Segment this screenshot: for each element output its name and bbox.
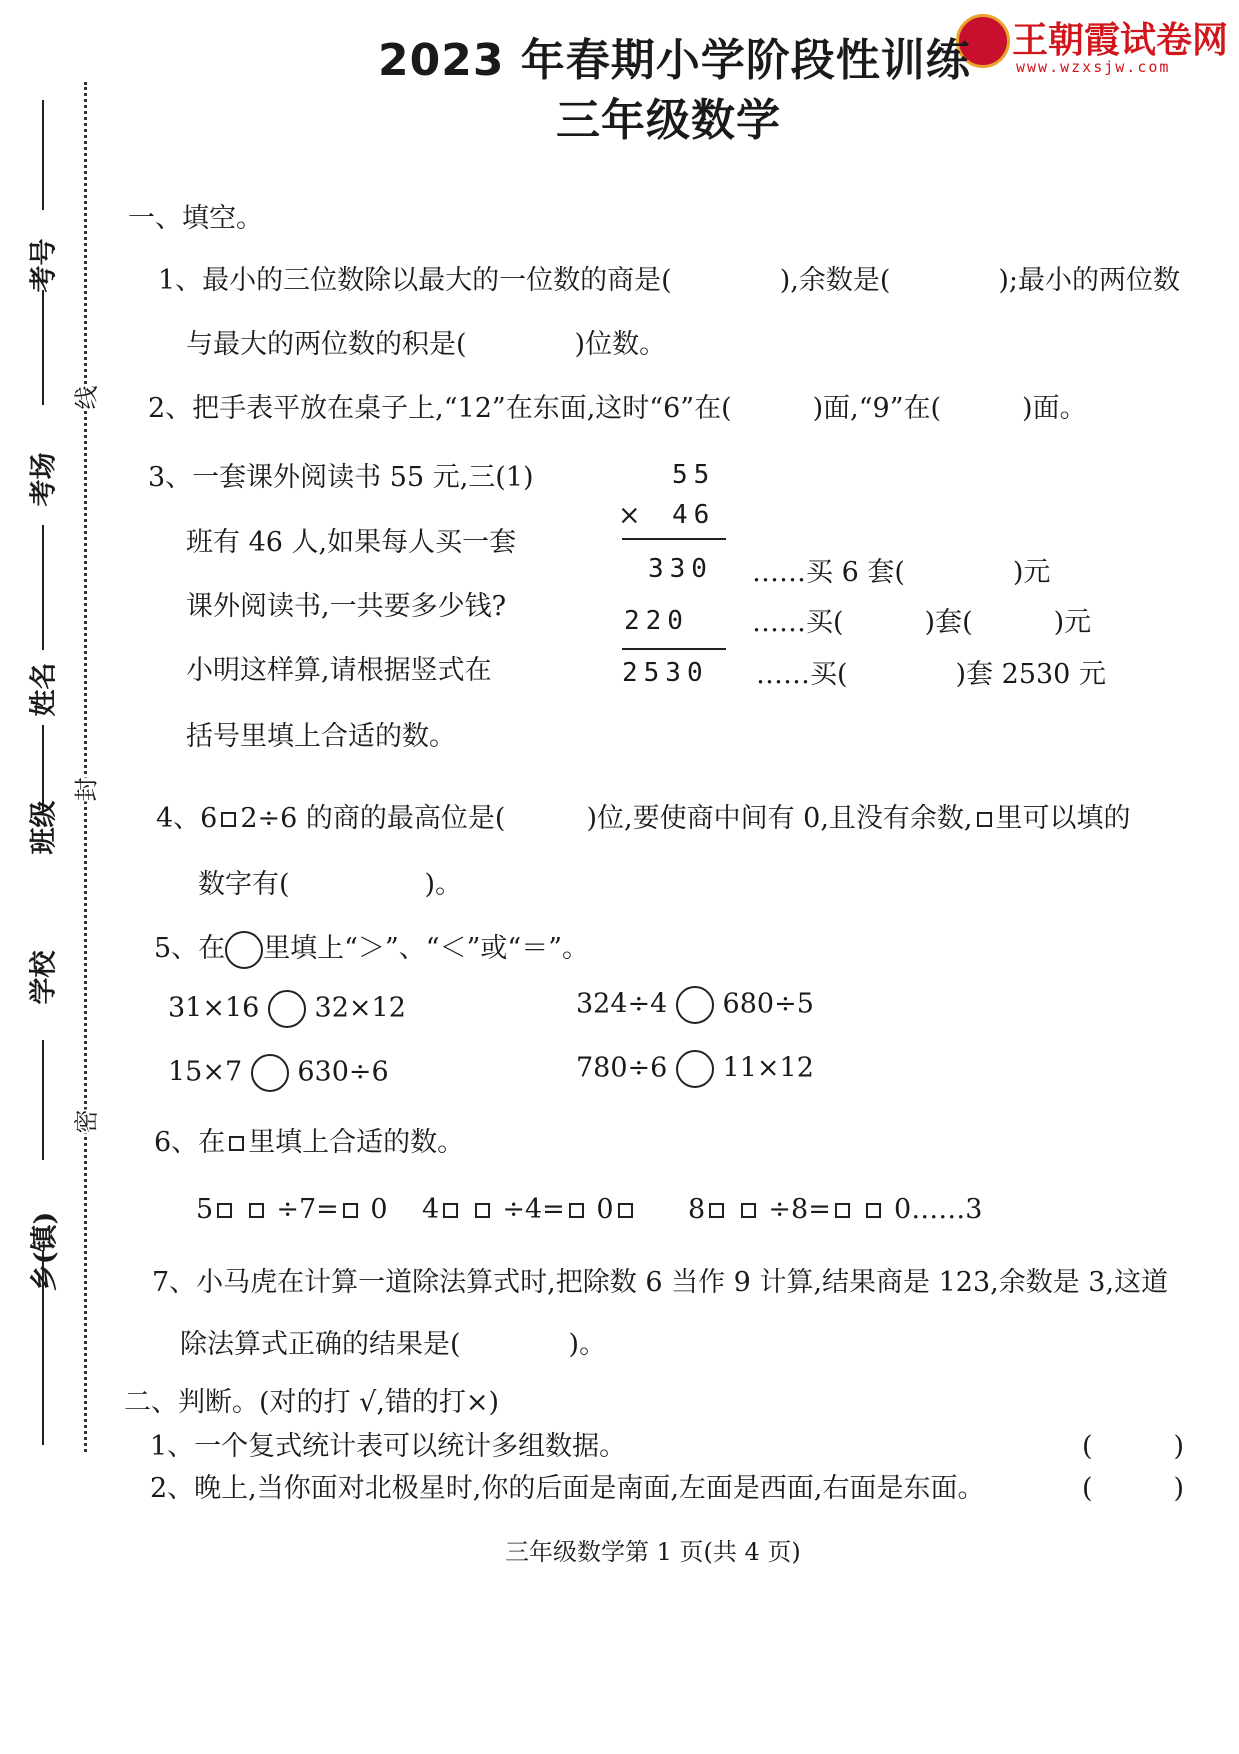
blank-box[interactable]	[618, 1203, 633, 1218]
blank-box[interactable]	[709, 1203, 724, 1218]
section1-heading: 一、填空。	[128, 203, 263, 234]
q4-line1: 4、6 2÷6 的商的最高位是( )位,要使商中间有 0,且没有余数, 里可以填的	[156, 803, 1131, 834]
answer-circle[interactable]	[251, 1054, 289, 1092]
margin-label-school: 学校	[28, 950, 60, 1005]
calc-multiplier: 46	[672, 500, 716, 530]
judge-item-1: 1、一个复式统计表可以统计多组数据。	[150, 1431, 627, 1462]
q5-item-2: 324÷4 680÷5	[576, 986, 814, 1024]
logo-url: www.wzxsjw.com	[1016, 58, 1171, 76]
answer-circle[interactable]	[676, 1050, 714, 1088]
page-subtitle: 三年级数学	[556, 95, 781, 146]
blank-box	[229, 1136, 244, 1151]
q3-line3: 课外阅读书,一共要多少钱?	[186, 591, 507, 622]
calc-line-2	[622, 648, 726, 650]
q3-line2: 班有 46 人,如果每人买一套	[186, 527, 517, 558]
q5-item-1: 31×16 32×12	[168, 990, 406, 1028]
blank-box[interactable]	[443, 1203, 458, 1218]
margin-label-exam-number: 考号	[28, 238, 60, 293]
fill-line-exam-number	[42, 100, 44, 210]
q5-item-3: 15×7 630÷6	[168, 1054, 389, 1092]
margin-label-name: 姓名	[28, 662, 60, 717]
blank-box[interactable]	[343, 1203, 358, 1218]
margin-label-exam-room: 考场	[28, 452, 60, 507]
logo-text: 王朝霞试卷网	[1012, 20, 1229, 61]
binding-dotted-line	[84, 82, 87, 1452]
fill-line-school	[42, 1040, 44, 1160]
blank-box[interactable]	[249, 1203, 264, 1218]
section2-heading: 二、判断。(对的打 √,错的打×)	[124, 1387, 500, 1418]
blank-box	[221, 812, 236, 827]
q3-line5: 括号里填上合适的数。	[186, 721, 456, 752]
q1-line1: 1、最小的三位数除以最大的一位数的商是( ),余数是( );最小的两位数	[158, 265, 1180, 296]
q7-line2: 除法算式正确的结果是( )。	[180, 1329, 607, 1360]
judge-bracket-1[interactable]: ( )	[1082, 1431, 1185, 1462]
q5-item-4: 780÷6 11×12	[576, 1050, 814, 1088]
q4-line2: 数字有( )。	[198, 869, 463, 900]
seal-char-line: 线	[67, 386, 102, 410]
calc-times-sign: ×	[618, 500, 641, 531]
compare-circle-icon	[225, 931, 263, 969]
seal-char-secret: 密	[67, 1110, 102, 1134]
fill-line-name	[42, 525, 44, 650]
calc-partial-2: 220	[624, 606, 689, 636]
q7-line1: 7、小马虎在计算一道除法算式时,把除数 6 当作 9 计算,结果商是 123,余数是 3,这道	[152, 1267, 1169, 1298]
calc-result: 2530	[622, 658, 709, 688]
calc-note-2: ……买( )套( )元	[752, 607, 1092, 638]
blank-box	[977, 812, 992, 827]
blank-box[interactable]	[475, 1203, 490, 1218]
q6-expressions: 5 ÷7= 0 4 ÷4= 0 8 ÷8= 0……3	[196, 1194, 983, 1225]
q2: 2、把手表平放在桌子上,“12”在东面,这时“6”在( )面,“9”在( )面。	[148, 393, 1087, 424]
judge-bracket-2[interactable]: ( )	[1082, 1473, 1185, 1504]
calc-note-3: ……买( )套 2530 元	[756, 659, 1106, 690]
blank-box[interactable]	[866, 1203, 881, 1218]
answer-circle[interactable]	[676, 986, 714, 1024]
page-footer: 三年级数学第 1 页(共 4 页)	[505, 1538, 801, 1566]
blank-box[interactable]	[569, 1203, 584, 1218]
q5-instruction: 5、在 里填上“＞”、“＜”或“＝”。	[154, 926, 589, 969]
blank-box[interactable]	[217, 1203, 232, 1218]
answer-circle[interactable]	[268, 990, 306, 1028]
calc-multiplicand: 55	[672, 460, 716, 490]
judge-item-2: 2、晚上,当你面对北极星时,你的后面是南面,左面是西面,右面是东面。	[150, 1473, 985, 1504]
q3-line4: 小明这样算,请根据竖式在	[186, 655, 492, 686]
calc-line-1	[622, 538, 726, 540]
q3-line1: 3、一套课外阅读书 55 元,三(1)	[148, 462, 534, 493]
page-title: 2023 年春期小学阶段性训练	[378, 35, 971, 86]
q1-line2: 与最大的两位数的积是( )位数。	[186, 329, 667, 360]
fill-line-exam-room	[42, 290, 44, 405]
margin-label-town: 乡(镇)	[29, 1211, 61, 1292]
blank-box[interactable]	[741, 1203, 756, 1218]
margin-label-class: 班级	[28, 800, 60, 855]
seal-char-seal: 封	[67, 778, 102, 802]
calc-partial-1: 330	[648, 554, 713, 584]
q6-instruction: 6、在 里填上合适的数。	[154, 1127, 465, 1158]
blank-box[interactable]	[835, 1203, 850, 1218]
calc-note-1: ……买 6 套( )元	[752, 557, 1051, 588]
